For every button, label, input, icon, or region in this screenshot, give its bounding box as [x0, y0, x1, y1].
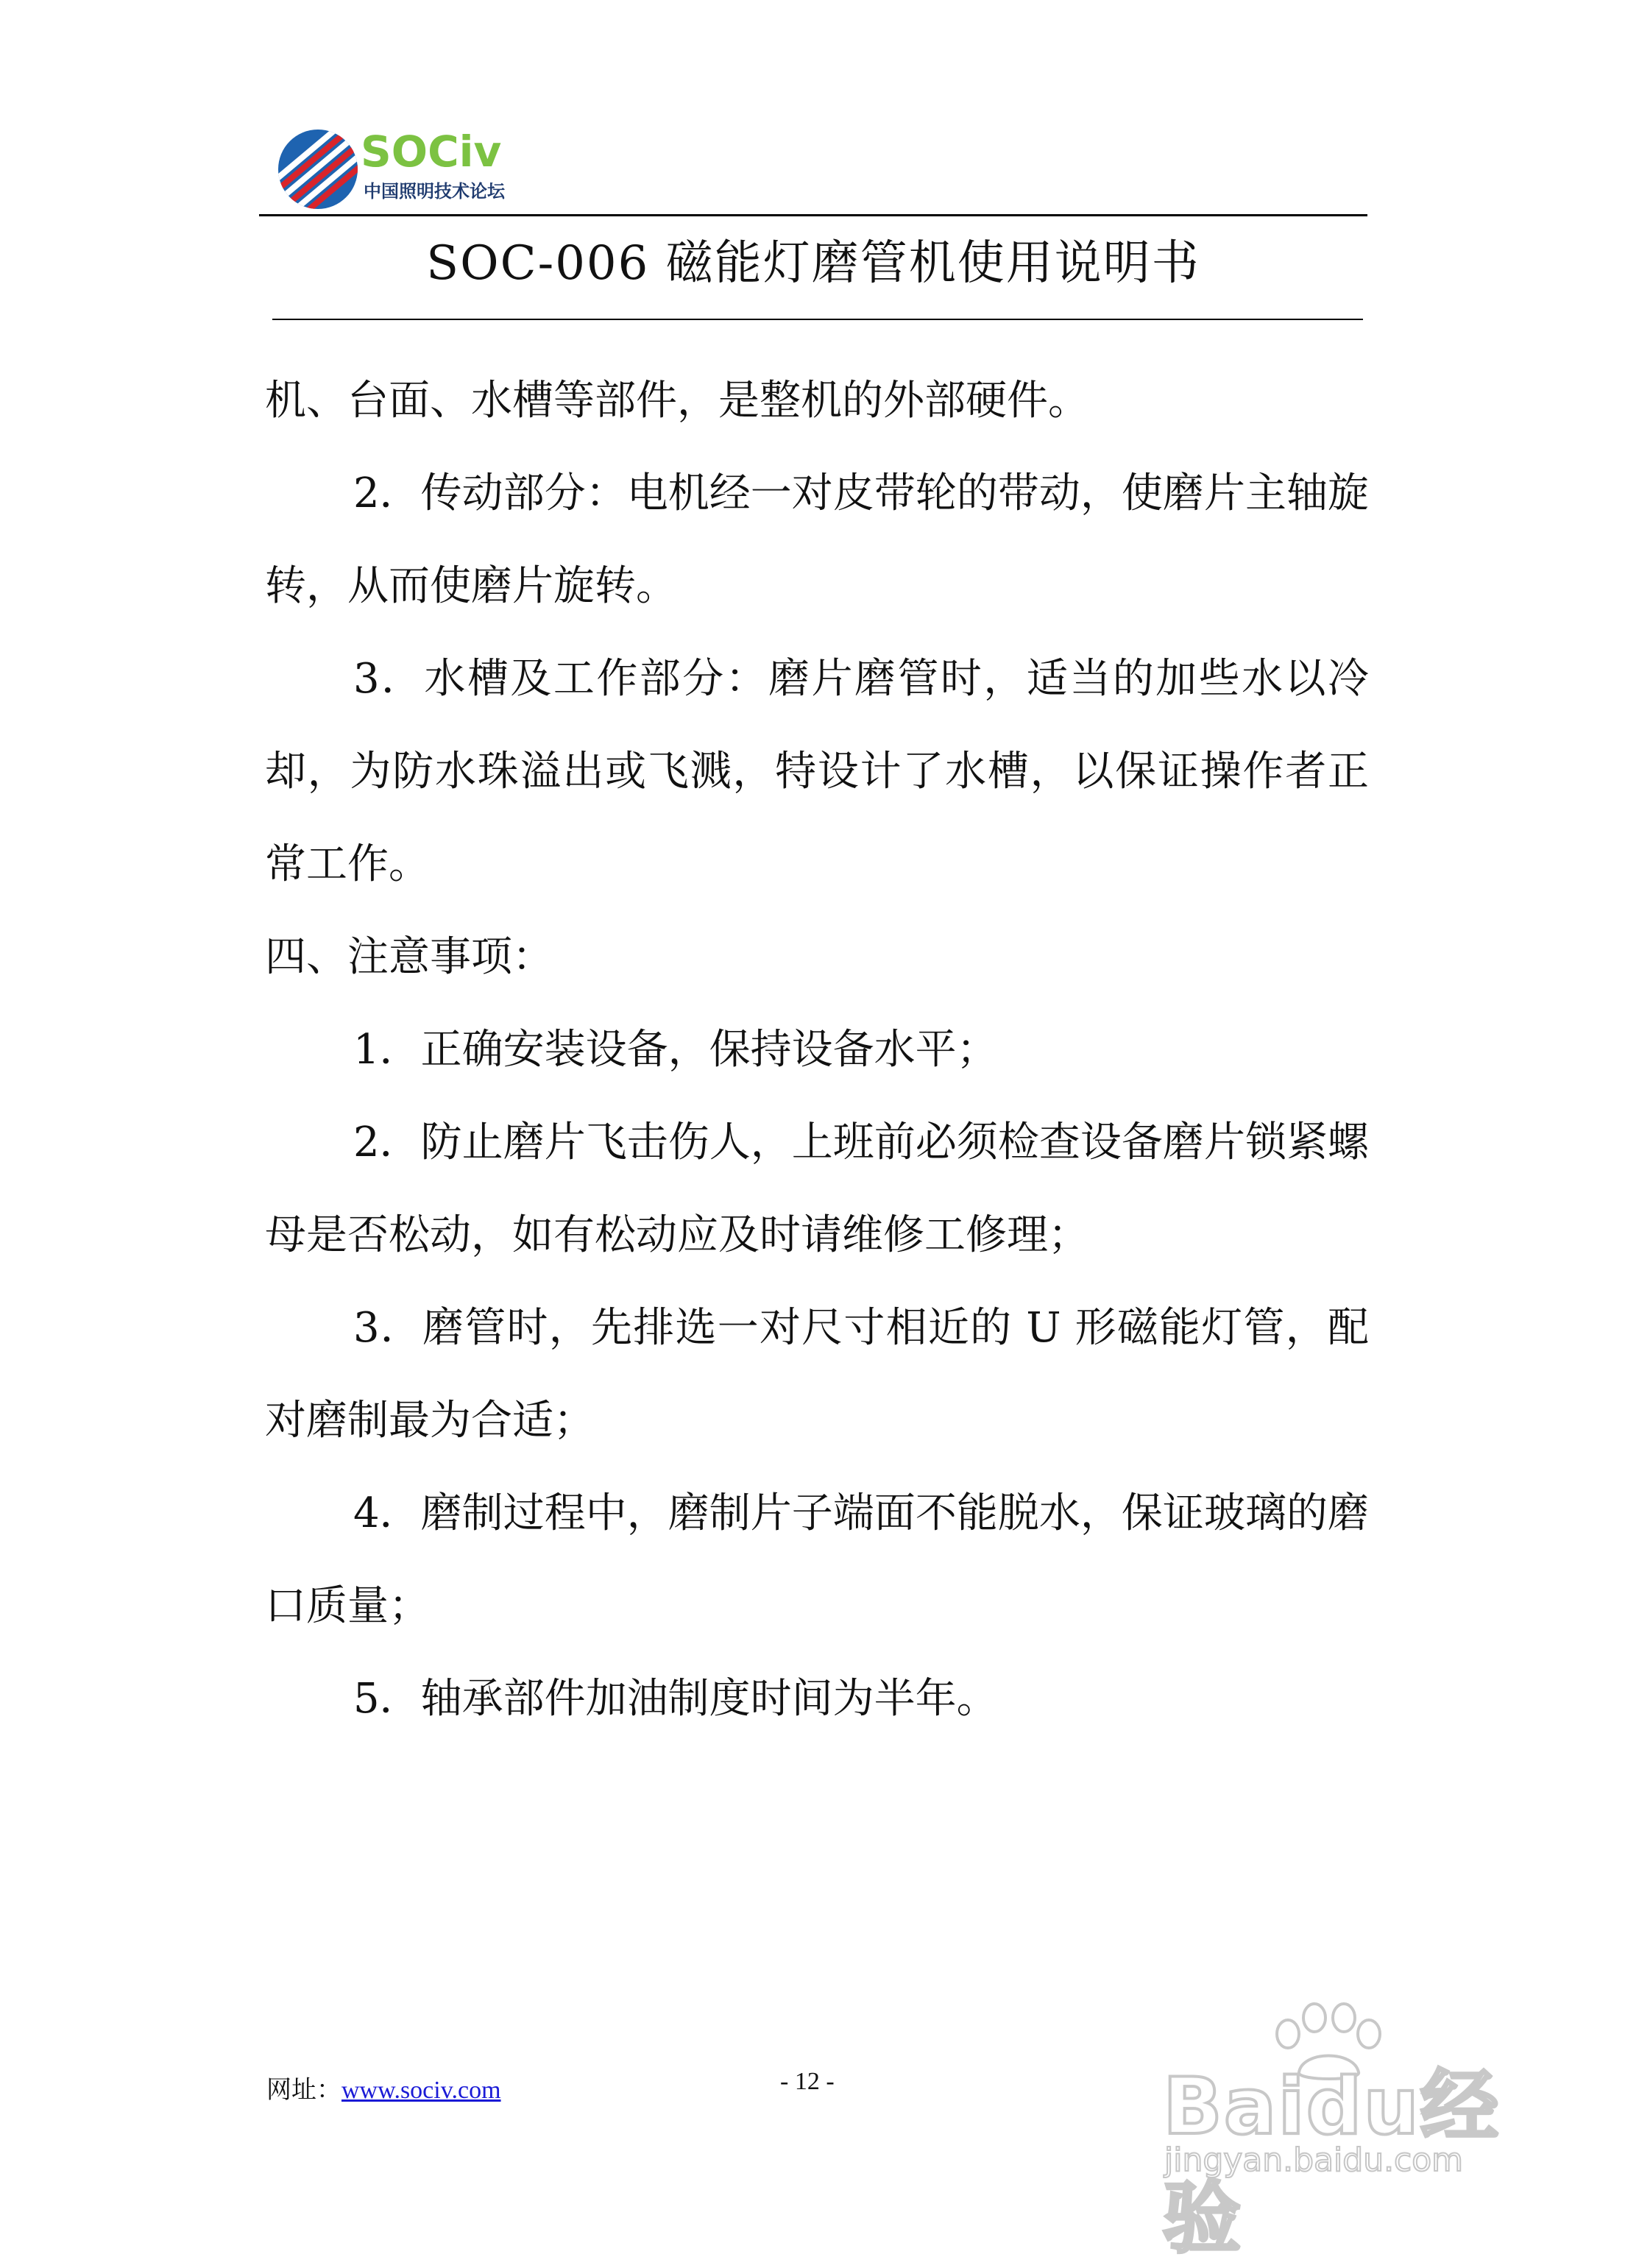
footer-url-label: 网址：: [266, 2077, 341, 2104]
notice-item-5: 5．轴承部件加油制度时间为半年。: [353, 1675, 998, 1723]
paragraph-line-1: 机、台面、水槽等部件，是整机的外部硬件。: [265, 377, 1089, 425]
paragraph-line-2: 2．传动部分：电机经一对皮带轮的带动，使磨片主轴旋转，从而使磨片旋转。: [265, 469, 1369, 610]
baidu-watermark: [1148, 2002, 1546, 2264]
notice-item-2: 2．防止磨片飞击伤人，上班前必须检查设备磨片锁紧螺母是否松动，如有松动应及时请维修工修理；: [265, 1119, 1369, 1259]
footer-url-block: [266, 2069, 501, 2105]
title-rule: [272, 319, 1363, 320]
page-number: - 12 -: [780, 2068, 835, 2095]
section-heading: 四、注意事项：: [265, 933, 553, 981]
footer-url-link[interactable]: www.sociv.com: [341, 2077, 501, 2104]
watermark-brand: Baidu经验: [1163, 2061, 1500, 2264]
watermark-url: jingyan.baidu.com: [1164, 2141, 1464, 2179]
logo-text: SOCiv: [361, 127, 502, 177]
header-logo: [272, 124, 545, 219]
logo-subtitle: 中国照明技术论坛: [364, 181, 505, 202]
header-rule: [259, 214, 1367, 216]
notice-item-4: 4．磨制过程中，磨制片子端面不能脱水，保证玻璃的磨口质量；: [265, 1489, 1369, 1630]
document-body: [265, 355, 1369, 1746]
logo-graphic: [272, 124, 545, 219]
paragraph-line-3: 3．水槽及工作部分：磨片磨管时，适当的加些水以冷却，为防水珠溢出或飞溅，特设计了水槽，以保证操作者正常工作。: [265, 655, 1369, 888]
notice-item-1: 1．正确安装设备，保持设备水平；: [353, 1026, 998, 1074]
page-title: SOC-006 磁能灯磨管机使用说明书: [426, 236, 1200, 291]
notice-item-3: 3．磨管时，先排选一对尺寸相近的 U 形磁能灯管，配对磨制最为合适；: [265, 1304, 1369, 1445]
